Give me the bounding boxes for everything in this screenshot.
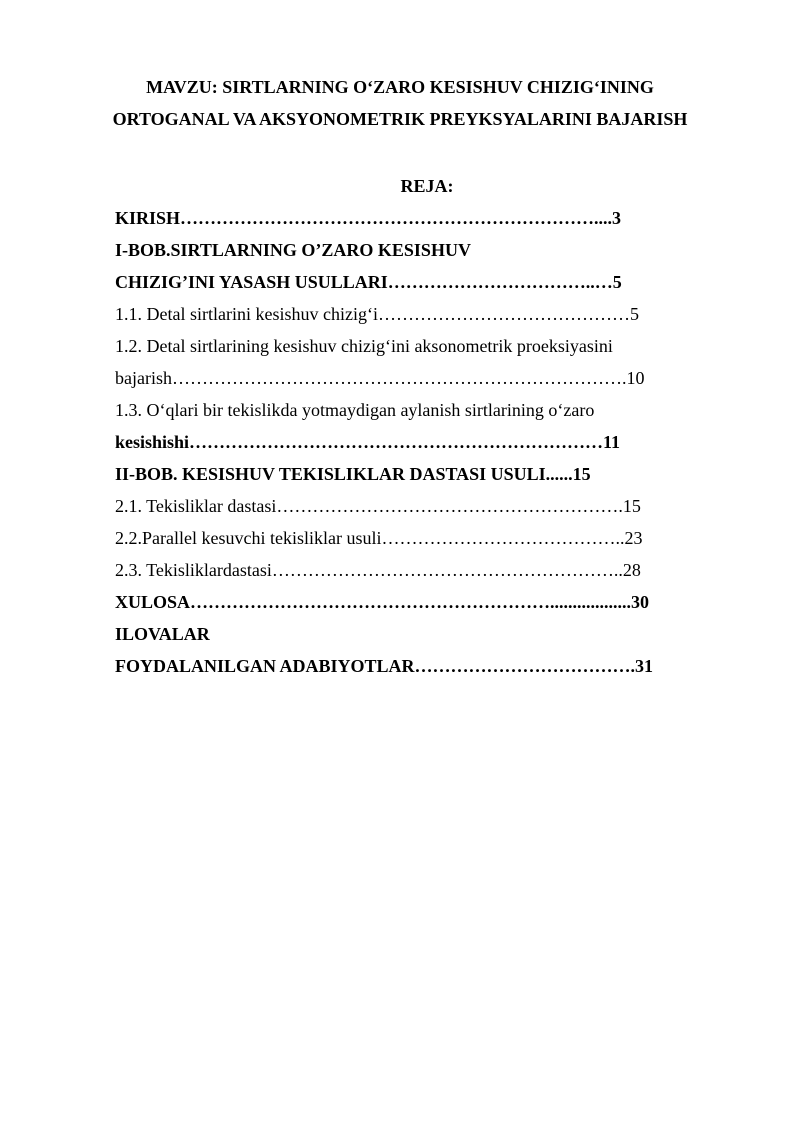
toc-entry-chapter-1-title-cont: CHIZIG’INI YASASH USULLARI……………………………..…5	[115, 272, 622, 292]
toc-entry-2-3: 2.3. Tekisliklardastasi…………………………………………………..28	[115, 560, 641, 580]
toc-entry-xulosa: XULOSA……………………………………………………..................30	[115, 592, 650, 612]
toc-entry-1-2-cont: bajarish………………………………………………………………….10	[115, 368, 645, 388]
toc-entry-chapter-1-title: I-BOB.SIRTLARNING O’ZARO KESISHUV	[115, 240, 471, 260]
toc-entry-chapter-2: II-BOB. KESISHUV TEKISLIKLAR DASTASI USULI......15	[115, 464, 591, 484]
toc-entry-kirish: KIRISH……………………………………………………………....3	[115, 208, 622, 228]
toc-entry-adabiyotlar: FOYDALANILGAN ADABIYOTLAR……………………………….31	[115, 656, 654, 676]
toc-entry-1-1: 1.1. Detal sirtlarini kesishuv chizig‘i……………………………………5	[115, 304, 639, 324]
toc-entry-1-3: 1.3. O‘qlari bir tekislikda yotmaydigan aylanish sirtlarining o‘zaro	[115, 400, 595, 420]
document-title-line-2: ORTOGANAL VA AKSYONOMETRIK PREYKSYALARINI BAJARISH	[112, 109, 688, 129]
toc-entry-1-2: 1.2. Detal sirtlarining kesishuv chizig‘ini aksonometrik proeksiyasini	[115, 336, 613, 356]
toc-entry-ilovalar: ILOVALAR	[115, 624, 210, 644]
document-title-line-1: MAVZU: SIRTLARNING O‘ZARO KESISHUV CHIZIG‘INING	[146, 77, 654, 97]
toc-entry-2-2: 2.2.Parallel kesuvchi tekisliklar usuli…………………………………..23	[115, 528, 643, 548]
toc-entry-1-3-cont: kesishishi……………………………………………………………11	[115, 432, 621, 452]
toc-entry-2-1: 2.1. Tekisliklar dastasi………………………………………………….15	[115, 496, 641, 516]
plan-heading: REJA:	[400, 176, 454, 196]
